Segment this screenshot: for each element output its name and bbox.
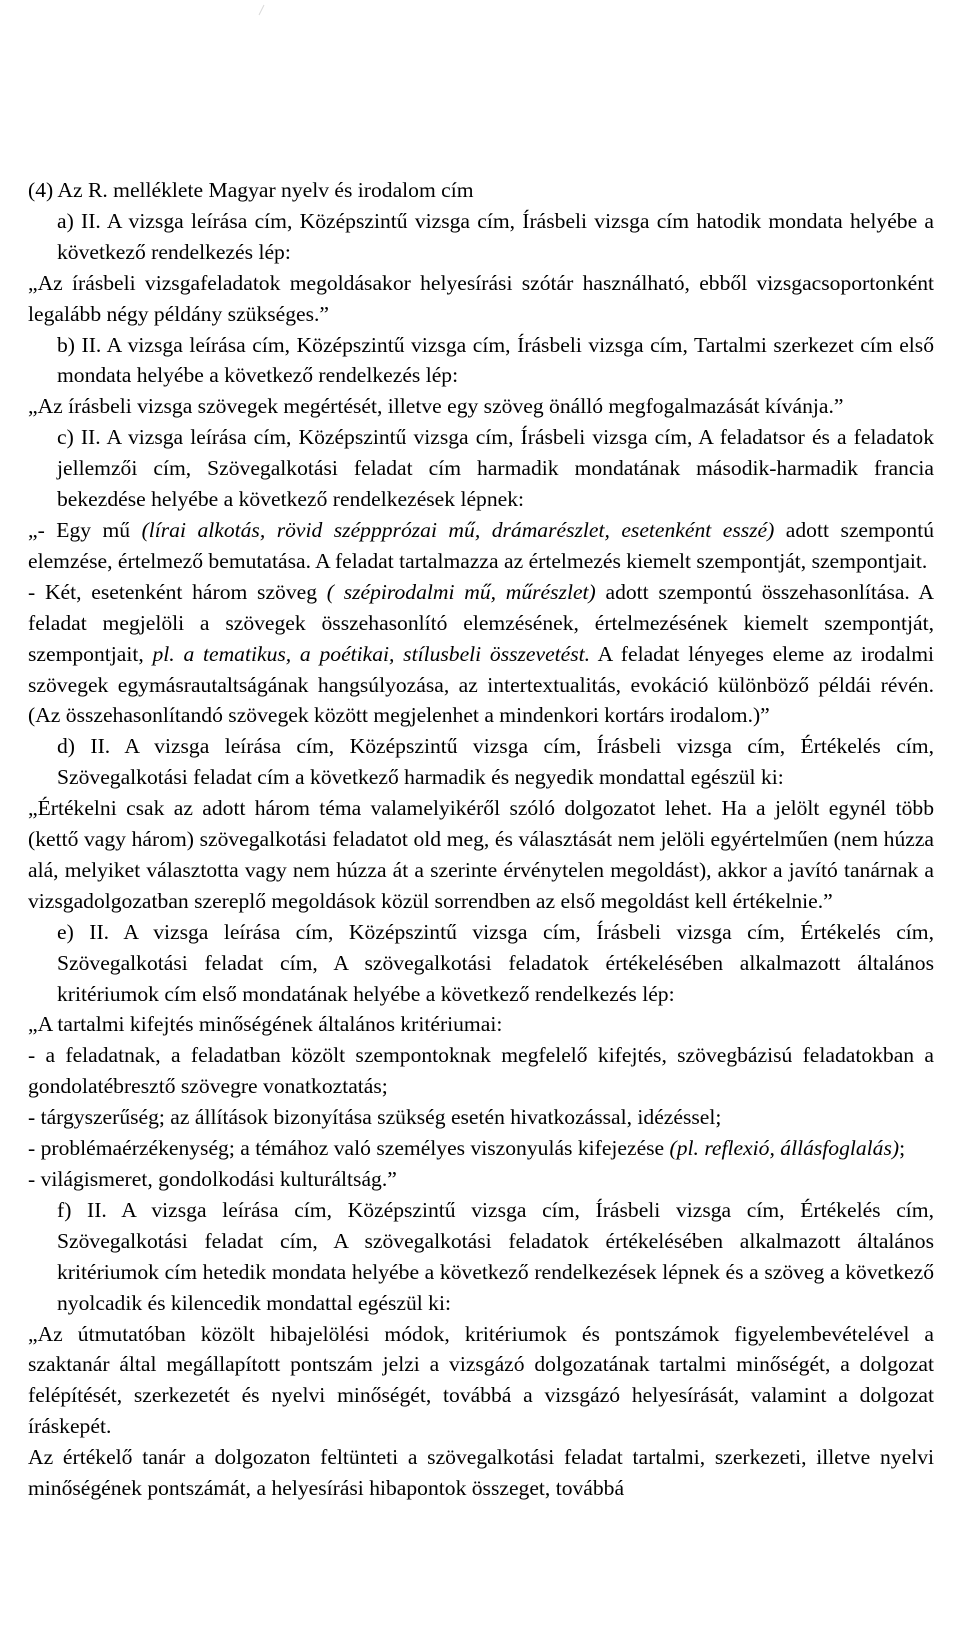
- italic-span: (pl. reflexió, állásfoglalás): [669, 1136, 900, 1161]
- italic-span: pl. a tematikus, a poétikai, stílusbeli összevetést.: [152, 641, 591, 666]
- paragraph-c-intro: c) II. A vizsga leírása cím, Középszintű vizsga cím, Írásbeli vizsga cím, A feladatsor és a feladatok jellemzői cím, Szövegalkotási feladat cím harmadik mondatának második-harmadik francia bekezdése helyébe a következő rendelkezések lépnek:: [57, 425, 934, 512]
- paragraph-b-quote: „Az írásbeli vizsga szövegek megértését, illetve egy szöveg önálló megfogalmazását kívánja.”: [28, 394, 844, 419]
- paragraph-a-quote: „Az írásbeli vizsgafeladatok megoldásakor helyesírási szótár használható, ebből vizsgacsoportonként legalább négy példány szükséges.”: [28, 270, 934, 326]
- paragraph-e-intro: e) II. A vizsga leírása cím, Középszintű vizsga cím, Írásbeli vizsga cím, Értékelés cím, Szövegalkotási feladat cím, A szövegalkotási feladatok értékelésében alkalmazott általános kritériumok cím első mondatának helyébe a következő rendelkezés lép:: [57, 919, 934, 1006]
- paragraph-f-intro: f) II. A vizsga leírása cím, Középszintű vizsga cím, Írásbeli vizsga cím, Értékelés cím, Szövegalkotási feladat cím, A szövegalkotási feladatok értékelésében alkalmazott általános kritériumok cím hetedik mondata helyébe a következő rendelkezések lépnek és a szöveg a következő nyolcadik és kilencedik mondattal egészül ki:: [57, 1197, 934, 1315]
- text-span: ;: [899, 1136, 906, 1161]
- paragraph-b-intro: b) II. A vizsga leírása cím, Középszintű vizsga cím, Írásbeli vizsga cím, Tartalmi szerkezet cím első mondata helyébe a következő rendelkezés lép:: [57, 332, 934, 388]
- scan-mark: [258, 4, 265, 16]
- text-span: „- Egy mű: [28, 517, 142, 542]
- text-span: - problémaérzékenység; a témához való személyes viszonyulás kifejezése: [28, 1136, 670, 1161]
- paragraph-c-item-2: [28, 577, 934, 732]
- paragraph-e-item-2: - tárgyszerűség; az állítások bizonyítása szükség esetén hivatkozással, idézéssel;: [28, 1105, 722, 1130]
- paragraph-f-quote-1: „Az útmutatóban közölt hibajelölési módok, kritériumok és pontszámok figyelembevételével a szaktanár által megállapított pontszám jelzi a vizsgázó dolgozatának tartalmi minőségét, a dolgozat felépítését, szerkezetét és nyelvi minőségét, továbbá a vizsgázó helyesírását, valamint a dolgozat íráskepét.: [28, 1321, 934, 1439]
- italic-span: ( szépirodalmi mű, műrészlet): [326, 579, 596, 604]
- paragraph-e-item-4: - világismeret, gondolkodási kulturáltság.”: [28, 1167, 397, 1191]
- paragraph-d-quote: „Értékelni csak az adott három téma valamelyikéről szóló dolgozatot lehet. Ha a jelölt egynél több (kettő vagy három) szövegalkotási feladatot old meg, és választását nem jelöli egyértelműen (nem húzza alá, melyiket választotta vagy nem húzza át a szerinte érvénytelen megoldást), akkor a javító tanárnak a vizsgadolgozatban szereplő megoldások közül sorrendben az első megoldást kell értékelnie.”: [28, 796, 934, 913]
- text-span: adott szempontú elemzése, értelmező bemutatása. A feladat tartalmazza az értelmezés kiemelt szempontját, szempontjait.: [28, 517, 934, 573]
- paragraph-e-item-1: - a feladatnak, a feladatban közölt szempontoknak megfelelő kifejtés, szövegbázisú feladatokban a gondolatébresztő szövegre vonatkoztatás;: [28, 1043, 934, 1099]
- paragraph-f-quote-2: Az értékelő tanár a dolgozaton feltünteti a szövegalkotási feladat tartalmi, szerkezeti, illetve nyelvi minőségének pontszámát, a helyesírási hibapontok összeget, továbbá: [28, 1445, 934, 1501]
- paragraph-a-intro: a) II. A vizsga leírása cím, Középszintű vizsga cím, Írásbeli vizsga cím hatodik mondata helyébe a következő rendelkezés lép:: [57, 208, 934, 264]
- italic-span: (lírai alkotás, rövid széppprózai mű, drámarészlet, esetenként esszé): [141, 517, 775, 542]
- section-heading: (4) Az R. melléklete Magyar nyelv és irodalom cím: [28, 178, 474, 202]
- paragraph-c-item-1: [28, 515, 934, 577]
- text-span: adott szempontú összehasonlítása. A feladat megjelöli a szövegek összehasonlító elemzésének, értelmezésének kiemelt szempontját, szempontjait,: [28, 579, 934, 666]
- text-span: A feladat lényeges eleme az irodalmi szövegek egymásrautaltságának hangsúlyozása, az intertextualitás, evokáció különböző példái révén. (Az összehasonlítandó szövegek között megjelenhet a mindenkori kortárs irodalom.)”: [28, 641, 934, 728]
- paragraph-d-intro: d) II. A vizsga leírása cím, Középszintű vizsga cím, Írásbeli vizsga cím, Értékelés cím, Szövegalkotási feladat cím a következő harmadik és negyedik mondattal egészül ki:: [57, 734, 934, 790]
- text-span: - Két, esetenként három szöveg: [28, 579, 327, 604]
- paragraph-e-quote-head: „A tartalmi kifejtés minőségének általános kritériumai:: [28, 1012, 503, 1037]
- paragraph-e-item-3: [28, 1133, 934, 1164]
